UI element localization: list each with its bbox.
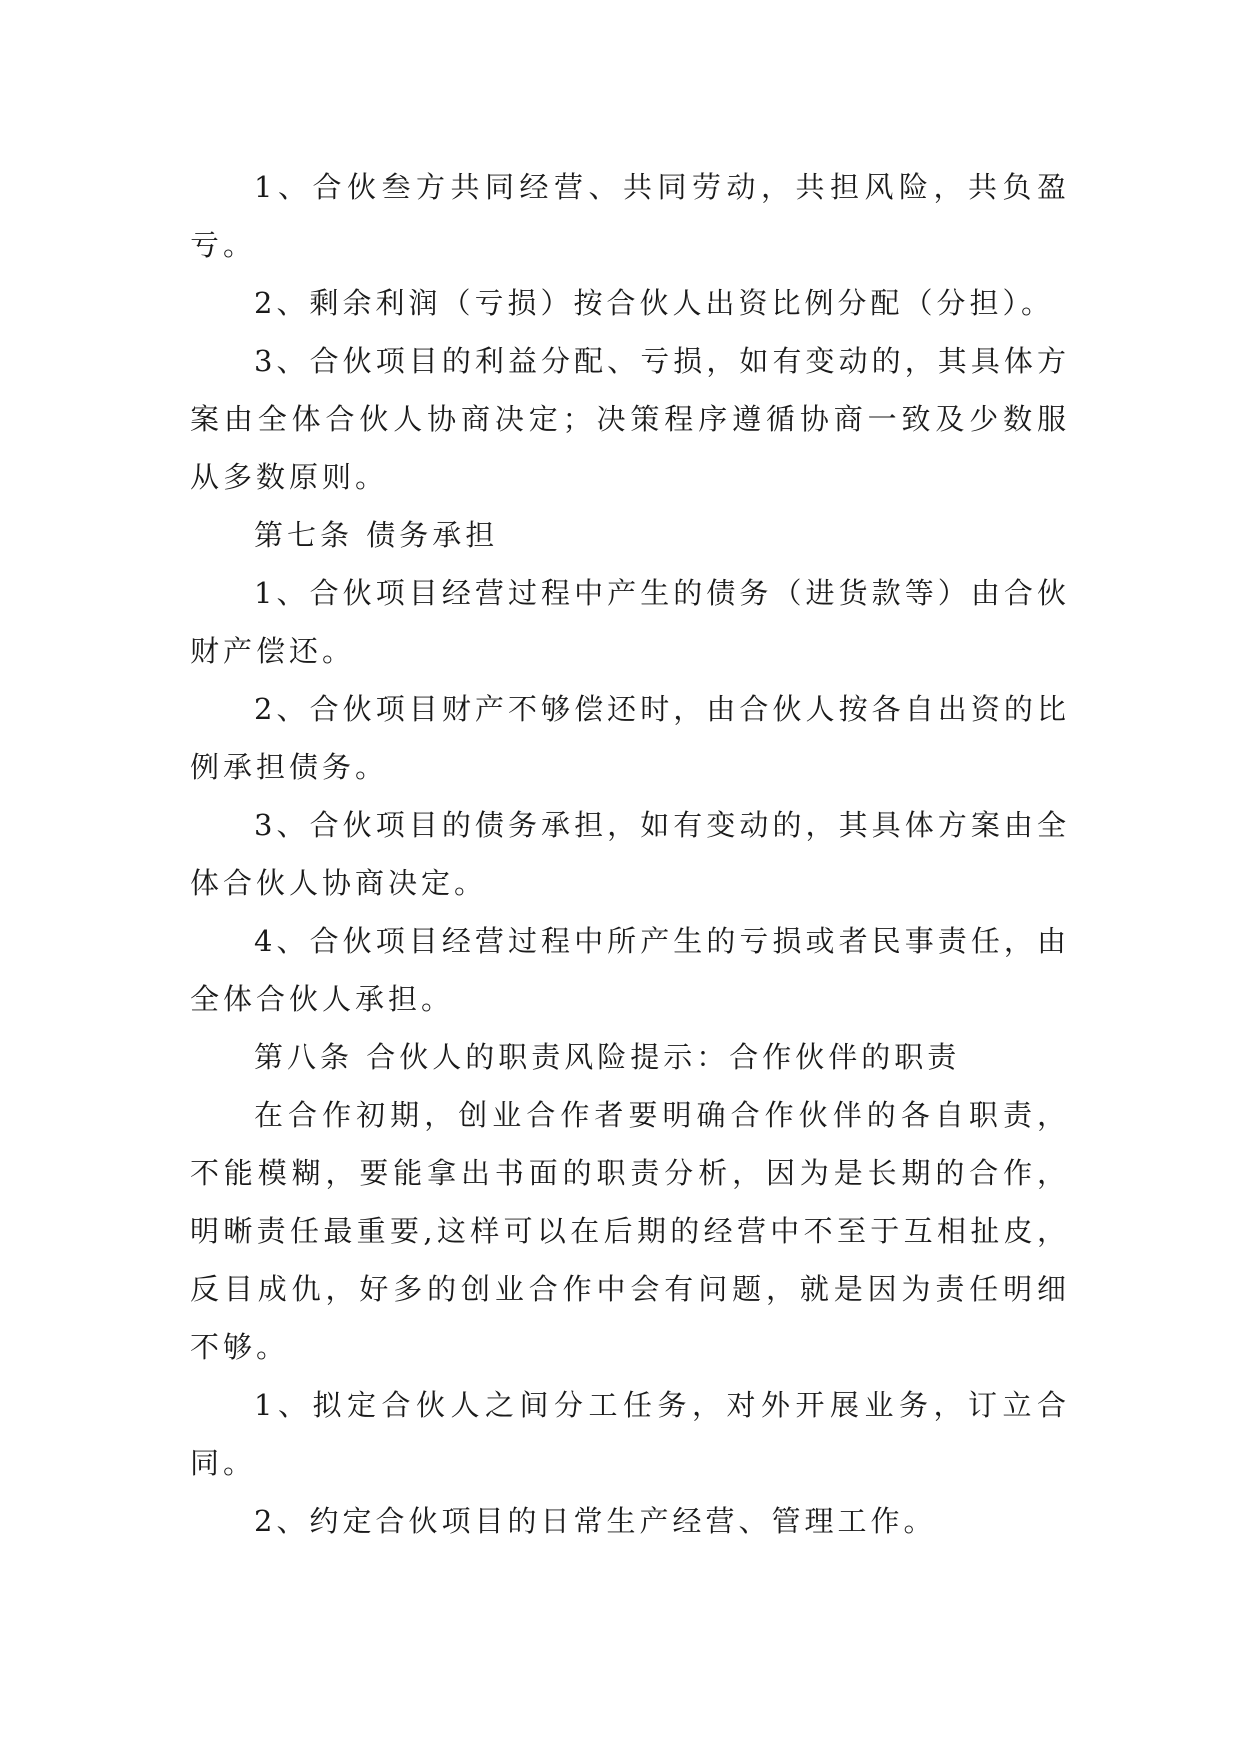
document-body [190,158,1070,1550]
paragraph-9: 1、拟定合伙人之间分工任务，对外开展业务，订立合同。 [190,1388,1070,1480]
section-heading-8: 第八条 合伙人的职责风险提示：合作伙伴的职责 [254,1040,961,1074]
paragraph-3: 3、合伙项目的利益分配、亏损，如有变动的，其具体方案由全体合伙人协商决定；决策程序遵循协商一致及少数服从多数原则。 [190,344,1070,494]
paragraph-6: 3、合伙项目的债务承担，如有变动的，其具体方案由全体合伙人协商决定。 [190,808,1070,900]
paragraph-2: 2、剩余利润（亏损）按合伙人出资比例分配（分担）。 [254,286,1054,320]
paragraph-10: 2、约定合伙项目的日常生产经营、管理工作。 [254,1504,937,1538]
section-heading-7: 第七条 债务承担 [254,518,499,552]
paragraph-5: 2、合伙项目财产不够偿还时，由合伙人按各自出资的比例承担债务。 [190,692,1070,784]
paragraph-4: 1、合伙项目经营过程中产生的债务（进货款等）由合伙财产偿还。 [190,576,1070,668]
paragraph-1: 1、合伙叁方共同经营、共同劳动，共担风险，共负盈亏。 [190,170,1070,262]
paragraph-8: 在合作初期，创业合作者要明确合作伙伴的各自职责，不能模糊，要能拿出书面的职责分析，因为是长期的合作，明晰责任最重要,这样可以在后期的经营中不至于互相扯皮，反目成仇，好多的创业合作中会有问题，就是因为责任明细不够。 [190,1098,1070,1364]
paragraph-7: 4、合伙项目经营过程中所产生的亏损或者民事责任，由全体合伙人承担。 [190,924,1070,1016]
